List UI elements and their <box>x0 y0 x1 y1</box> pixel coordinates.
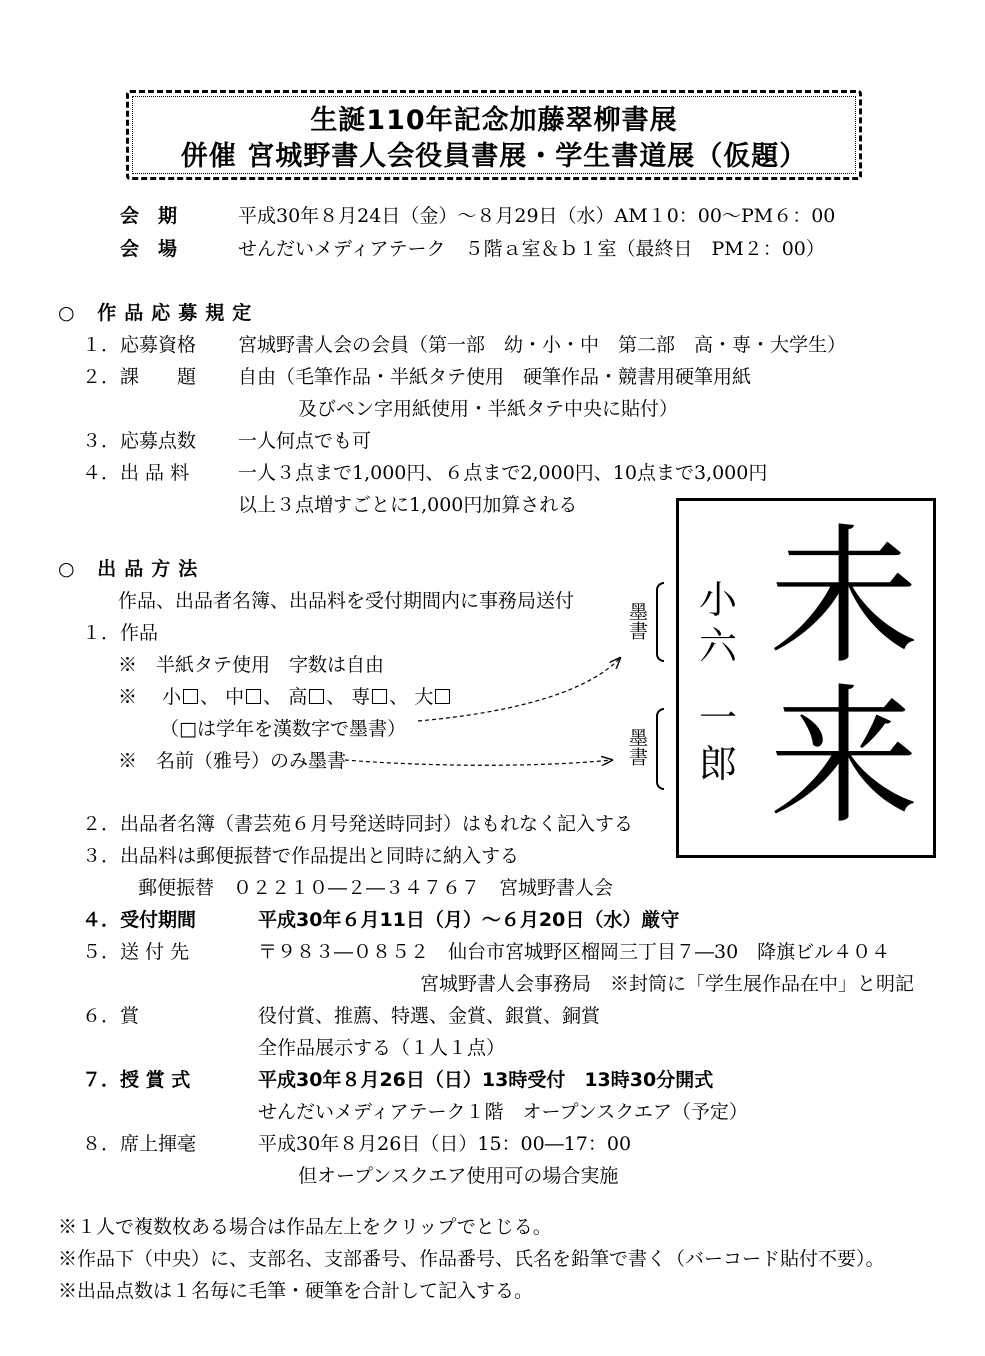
grade-high: 高 <box>288 686 308 708</box>
rules-item-2-label: ２．課 題 <box>82 366 197 388</box>
rules-item-4-label: ４．出 品 料 <box>82 462 190 484</box>
sample-grade-char-1: 小 <box>699 578 738 622</box>
method-item-8-label: ８．席上揮毫 <box>82 1133 197 1155</box>
bracket-bottom <box>656 708 664 790</box>
method-intro: 作品、出品者名簿、出品料を受付期間内に事務局送付 <box>118 590 575 612</box>
grade-middle: 中 <box>225 686 245 708</box>
footer-note-2: ※作品下（中央）に、支部名、支部番号、作品番号、氏名を鉛筆で書く（バーコード貼付不要）。 <box>58 1248 885 1270</box>
method-note-1: ※ 半紙タテ使用 字数は自由 <box>118 654 385 676</box>
method-item-7-label: ７．授 賞 式 <box>82 1069 191 1091</box>
bracket-top <box>656 582 664 662</box>
ink-label-top-text: 墨書 <box>626 602 648 640</box>
sample-char-1: 未 <box>769 511 920 685</box>
ink-label-top <box>626 602 646 645</box>
method-note-2: ※ 小 、 中 、 高 、 専 、 大 <box>118 688 452 707</box>
method-note-3: ※ 名前（雅号）のみ墨書 <box>118 750 347 772</box>
note-2-mark: ※ <box>118 686 138 708</box>
grade-small: 小 <box>162 686 182 708</box>
sample-grade-char-2: 六 <box>699 624 738 668</box>
method-item-8-value-cont: 但オープンスクエア使用可の場合実施 <box>298 1165 619 1187</box>
rules-item-3-label: ３．応募点数 <box>82 430 197 452</box>
method-item-6-label: ６．賞 <box>82 1005 140 1027</box>
rules-item-2-value-cont: 及びペン字用紙使用・半紙タテ中央に貼付） <box>298 398 679 420</box>
grade-university: 大 <box>414 686 434 708</box>
footer-note-1: ※１人で複数枚ある場合は作品左上をクリップでとじる。 <box>58 1216 552 1238</box>
method-heading: ○ 出品方法 <box>58 558 206 580</box>
sample-calligraphy-frame <box>676 498 936 858</box>
venue-value: せんだいメディアテーク ５階ａ室＆ｂ１室（最終日 PM２：00） <box>238 238 825 260</box>
period-label: 会 期 <box>120 205 178 227</box>
method-item-4-value: 平成30年６月11日（月）～６月20日（水）厳守 <box>258 909 680 931</box>
method-item-3: ３．出品料は郵便振替で作品提出と同時に納入する <box>82 845 520 867</box>
arrow-to-top-label <box>418 658 620 721</box>
method-item-7-value-cont: せんだいメディアテーク１階 オープンスクエア（予定） <box>258 1101 748 1123</box>
rules-heading: ○ 作品応募規定 <box>58 302 260 324</box>
rules-item-1-label: １．応募資格 <box>82 334 197 356</box>
method-item-5-value: 〒９８３―０８５２ 仙台市宮城野区榴岡三丁目７―30 降旗ビル４０４ <box>258 941 891 963</box>
method-note-2-paren: （□は学年を漢数字で墨書） <box>160 718 406 740</box>
footer-note-3: ※出品点数は１名毎に毛筆・硬筆を合計して記入する。 <box>58 1280 534 1302</box>
method-item-6-value-cont: 全作品展示する（１人１点） <box>258 1037 506 1059</box>
sample-name-char-1: 一 <box>699 696 738 740</box>
ink-label-bottom <box>626 728 646 771</box>
method-item-7-value: 平成30年８月26日（日）13時受付 13時30分開式 <box>258 1069 714 1091</box>
method-item-5-label: ５．送 付 先 <box>82 941 190 963</box>
method-item-2: ２．出品者名簿（書芸苑６月号発送時同封）はもれなく記入する <box>82 813 634 835</box>
method-item-8-value: 平成30年８月26日（日）15：00―17：00 <box>258 1133 632 1155</box>
method-item-5-value-cont: 宮城野書人会事務局 ※封筒に「学生展作品在中」と明記 <box>420 973 915 995</box>
title-line-1: 生誕110年記念加藤翠柳書展 <box>310 105 678 136</box>
rules-item-4-value-cont: 以上３点増すごとに1,000円加算される <box>238 494 578 516</box>
method-item-1-label: １．作品 <box>82 622 159 644</box>
arrow-to-bottom-label <box>345 760 612 765</box>
rules-item-2-value: 自由（毛筆作品・半紙タテ使用 硬筆作品・競書用硬筆用紙 <box>238 366 752 388</box>
rules-item-4-value: 一人３点まで1,000円、６点まで2,000円、10点まで3,000円 <box>238 462 768 484</box>
postal-transfer: 郵便振替 ０２２１０―２―３４７６７ 宮城野書人会 <box>138 877 614 899</box>
title-line-2: 併催 宮城野書人会役員書展・学生書道展（仮題） <box>180 141 808 172</box>
sample-char-2: 来 <box>769 671 920 845</box>
rules-item-3-value: 一人何点でも可 <box>238 430 372 452</box>
rules-item-1-value: 宮城野書人会の会員（第一部 幼・小・中 第二部 高・専・大学生） <box>238 334 847 356</box>
ink-label-bottom-text: 墨書 <box>626 728 648 766</box>
grade-technical: 専 <box>351 686 371 708</box>
method-item-4-label: ４．受付期間 <box>82 909 197 931</box>
venue-label: 会 場 <box>120 238 178 260</box>
method-item-6-value: 役付賞、推薦、特選、金賞、銀賞、銅賞 <box>258 1005 601 1027</box>
period-value: 平成30年８月24日（金）～８月29日（水）AM１0：00～PM６：00 <box>238 205 836 227</box>
sample-name-char-2: 郎 <box>699 742 738 786</box>
